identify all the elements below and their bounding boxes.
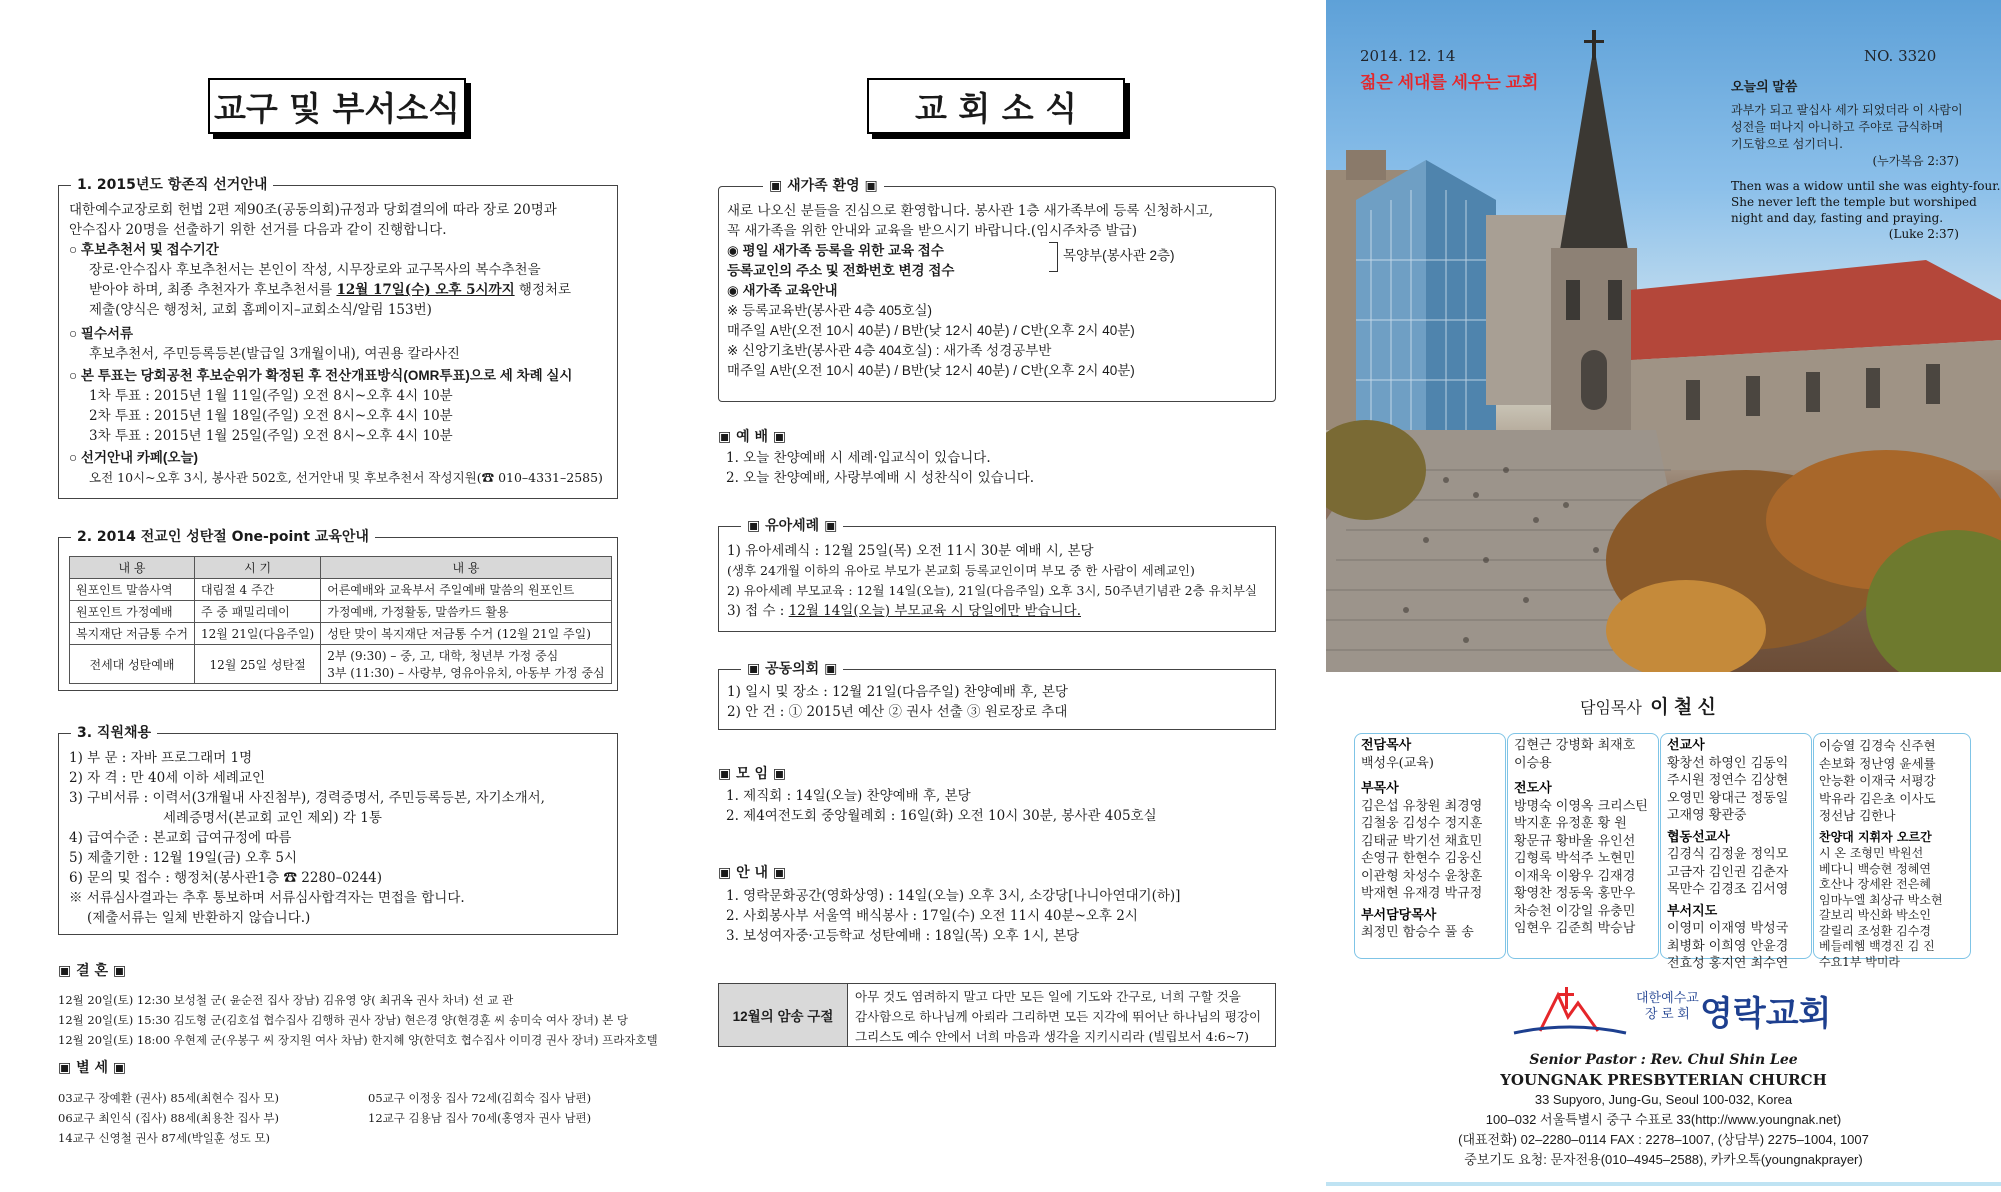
assembly-label: ▣ 공동의회 ▣ [741, 658, 843, 678]
verse-title: 오늘의 말씀 [1731, 79, 1798, 94]
death-label: ▣ 별 세 ▣ [58, 1060, 127, 1076]
election-section [58, 177, 618, 499]
table-cell: 원포인트 가정예배 [70, 601, 195, 623]
newfamily-line: 매주일 A반(오전 10시 40분) / B반(낮 12시 40분) / C반(오후 2시 40분) [727, 363, 1135, 378]
hiring-line: 2) 자 격 : 만 40세 이하 세례교인 [69, 770, 266, 786]
table-cell: 원포인트 말씀사역 [70, 579, 195, 601]
table-header: 시 기 [194, 557, 320, 579]
worship-label: ▣ 예 배 ▣ [718, 429, 787, 445]
newfamily-label: ▣ 새가족 환영 ▣ [763, 175, 884, 195]
election-section-label: 1. 2015년도 항존직 선거안내 [71, 174, 273, 194]
church-name-kr: 영락교회 [1700, 995, 1832, 1033]
table-header: 내 용 [70, 557, 195, 579]
church-illustration [1326, 0, 2001, 672]
church-photo [1326, 0, 2001, 672]
address-kr: 100–032 서울특별시 중구 수표로 33(http://www.youngnak.net) [1485, 1112, 1842, 1127]
newfamily-line: ※ 신앙기초반(봉사관 4층 404호실) : 새가족 성경공부반 [727, 343, 1052, 358]
hiring-line: 세례증명서(본교회 교인 제외) 각 1통 [163, 810, 382, 826]
newfamily-line: ※ 등록교육반(봉사관 4층 405호실) [727, 303, 933, 318]
table-cell: 12월 25일 성탄절 [194, 645, 320, 684]
wedding-line: 12월 20일(토) 12:30 보성철 군( 윤순전 집사 장남) 김유영 양( 최귀옥 권사 차녀) 선 교 관 [58, 993, 514, 1007]
election-b3-line1: 1차 투표 : 2015년 1월 11일(주일) 오전 8시~오후 4시 10분 [89, 388, 453, 404]
wedding-line: 12월 20일(토) 15:30 김도형 군(김호섭 협수집사 김행하 권사 장남) 현은경 양(현경훈 씨 송미숙 여사 장녀) 본 당 [58, 1013, 628, 1027]
christmas-section [58, 529, 618, 691]
table-cell: 대림절 4 주간 [194, 579, 320, 601]
infant-line: 3) 접 수 : 12월 14일(오늘) 부모교육 시 당일에만 받습니다. [727, 603, 1081, 619]
table-cell: 가정예배, 가정활동, 말씀카드 활용 [321, 601, 611, 623]
table-row [70, 579, 612, 601]
notice-line: 2. 사회봉사부 서울역 배식봉사 : 17일(수) 오전 11시 40분~오후 2시 [726, 908, 1138, 924]
death-line: 06교구 최인식 (집사) 88세(최용찬 집사 부) [58, 1111, 280, 1125]
staff-box-2: 김현근 강병화 최재호 이승용 전도사 방명숙 이영옥 크리스틴 박지훈 유정훈 황 원 황문규 황바울 유인선 김형록 박석주 노현민 이재욱 이왕우 김재경 황영찬 정동욱 홍만우 차승천 이강일 유충민 임현우 김준희 박승남 [1507, 733, 1659, 959]
newfamily-line: 새로 나오신 분들을 진심으로 환영합니다. 봉사관 1층 새가족부에 등록 신청하시고, [727, 203, 1214, 219]
cover-slogan: 젊은 세대를 세우는 교회 [1360, 73, 1539, 92]
notice-label: ▣ 안 내 ▣ [718, 865, 787, 881]
death-line: 03교구 장예환 (권사) 85세(최현수 집사 모) [58, 1091, 280, 1105]
staff-box-4: 이승열 김경숙 신주현 손보화 정난영 윤세률 안능환 이재국 서평강 박유라 김은초 이사도 정선남 김한나 찬양대 지휘자 오르간 시 온 조형민 박원선 베다니 백승현 정혜연 호산나 장세완 전은혜 임마누엘 최상규 박소현 갈보리 박신화 박소인 갈릴리 조성환 김수경 베들레헴 백경진 김 진 수요1부 박미라 [1813, 733, 1971, 959]
wedding-line: 12월 20일(토) 18:00 우현제 군(우봉구 씨 장지원 여사 차남) 한지혜 양(한덕호 협수집사 이미경 권사 장녀) 프라자호텔 [58, 1033, 658, 1047]
hiring-section-label: 3. 직원채용 [71, 722, 157, 742]
assembly-line: 1) 일시 및 장소 : 12월 21일(다음주일) 찬양예배 후, 본당 [727, 684, 1068, 700]
election-bullet-4: ○ 선거안내 카페(오늘) [69, 450, 198, 465]
verse-kr: 성전을 떠나지 아니하고 주야로 금식하며 [1731, 120, 1944, 134]
church-denomination: 대한예수교 장 로 회 [1636, 990, 1699, 1021]
meeting-label: ▣ 모 임 ▣ [718, 766, 787, 782]
hiring-line: ※ 서류심사결과는 추후 통보하며 서류심사합격자는 면접을 합니다. [69, 890, 465, 906]
hiring-section [58, 725, 618, 935]
infant-section [718, 518, 1276, 632]
table-header: 내 용 [321, 557, 611, 579]
table-cell: 복지재단 저금통 수거 [70, 623, 195, 645]
table-row [70, 645, 612, 684]
verse-kr-ref: (누가복음 2:37) [1872, 154, 1959, 168]
newfamily-line: 등록교인의 주소 및 전화번호 변경 접수 [727, 263, 955, 278]
verse-line: 그리스도 예수 안에서 너희 마음과 생각을 지키시리라 (빌립보서 4:6~7) [855, 1029, 1250, 1044]
meeting-line: 1. 제직회 : 14일(오늘) 찬양예배 후, 본당 [726, 788, 971, 804]
infant-label: ▣ 유아세례 ▣ [741, 515, 843, 535]
death-line: 12교구 김용남 집사 70세(홍영자 권사 남편) [368, 1111, 592, 1125]
death-line: 14교구 신영철 권사 87세(박일훈 성도 모) [58, 1131, 271, 1145]
phone-info: (대표전화) 02–2280–0114 FAX : 2278–1007, (상담부) 2275–1004, 1007 [1458, 1132, 1869, 1147]
verse-kr: 과부가 되고 팔십사 세가 되었더라 이 사람이 [1731, 103, 1963, 117]
election-b1-line3: 제출(양식은 행정처, 교회 홈페이지–교회소식/알림 153번) [89, 302, 432, 318]
newfamily-line: 매주일 A반(오전 10시 40분) / B반(낮 12시 40분) / C반(오후 2시 40분) [727, 323, 1135, 338]
newfamily-line: 꼭 새가족을 위한 안내와 교육을 받으시기 바랍니다.(임시주차증 발급) [727, 223, 1138, 239]
election-b1-line1: 장로·안수집사 후보추천서는 본인이 작성, 시무장로와 교구목사의 복수추천을 [89, 262, 541, 278]
hiring-line: 3) 구비서류 : 이력서(3개월내 사진첨부), 경력증명서, 주민등록등본, 자기소개서, [69, 790, 545, 806]
wedding-label: ▣ 결 혼 ▣ [58, 963, 127, 979]
verse-en: She never left the temple but worshiped [1731, 195, 1977, 209]
verse-label: 12월의 암송 구절 [719, 984, 848, 1046]
verse-line: 아무 것도 염려하지 말고 다만 모든 일에 기도와 간구로, 너희 구할 것을 [855, 989, 1241, 1004]
table-row [70, 601, 612, 623]
christmas-section-label: 2. 2014 전교인 성탄절 One-point 교육안내 [71, 526, 375, 546]
verse-en-ref: (Luke 2:37) [1888, 227, 1959, 241]
hiring-line: 6) 문의 및 접수 : 행정처(봉사관1층 ☎ 2280–0244) [69, 870, 383, 886]
worship-line: 2. 오늘 찬양예배, 사랑부예배 시 성찬식이 있습니다. [726, 470, 1035, 486]
newfamily-section [718, 178, 1276, 402]
hiring-line: (제출서류는 일체 반환하지 않습니다.) [87, 910, 311, 926]
staff-box-3: 선교사 황창선 하영인 김동익 주시원 정연수 김상현 오영민 왕대근 정동일 고재영 황관중 협동선교사 김경식 김정윤 정익모 고금자 김인권 김춘자 목만수 김경조 김서영 부서지도 이영미 이재영 박성국 최병화 이희영 안윤경 전효성 홍지연 최수연 [1660, 733, 1812, 959]
table-cell: 전세대 성탄예배 [70, 645, 195, 684]
assembly-section [718, 661, 1276, 730]
infant-line: (생후 24개월 이하의 유아로 부모가 본교회 등록교인이며 부모 중 한 사람이 세례교인) [727, 563, 1195, 578]
church-name-en: YOUNGNAK PRESBYTERIAN CHURCH [1500, 1071, 1827, 1089]
election-intro-2: 안수집사 20명을 선출하기 위한 선거를 다음과 같이 진행합니다. [69, 222, 447, 238]
meeting-line: 2. 제4여전도회 중앙월례회 : 16일(화) 오전 10시 30분, 봉사관 405호실 [726, 808, 1157, 824]
cover-number: NO. 3320 [1864, 47, 1937, 65]
election-intro-1: 대한예수교장로회 헌법 2편 제90조(공동의회)규정과 당회결의에 따라 장로 20명과 [69, 202, 557, 218]
pastor-name: 이 철 신 [1650, 697, 1716, 718]
notice-line: 1. 영락문화공간(영화상영) : 14일(오늘) 오후 3시, 소강당[나니아연대기(하)] [726, 888, 1181, 904]
election-bullet-2: ○ 필수서류 [69, 326, 134, 341]
bracket [1049, 242, 1058, 272]
table-cell: 12월 21일(다음주일) [194, 623, 320, 645]
middle-title: 교 회 소 식 [867, 78, 1125, 134]
election-bullet-1: ○ 후보추천서 및 접수기간 [69, 242, 219, 257]
table-cell: 어른예배와 교육부서 주일예배 말씀의 원포인트 [321, 579, 611, 601]
election-b3-line2: 2차 투표 : 2015년 1월 18일(주일) 오전 8시~오후 4시 10분 [89, 408, 453, 424]
newfamily-side: 목양부(봉사관 2층) [1063, 248, 1175, 263]
deadline-highlight: 12월 17일(수) 오후 5시까지 [336, 282, 515, 298]
notice-line: 3. 보성여자중·고등학교 성탄예배 : 18일(목) 오후 1시, 본당 [726, 928, 1080, 944]
election-b1-line2: 받아야 하며, 최종 추천자가 후보추천서를 12월 17일(수) 오후 5시까지 행정처로 [89, 282, 572, 298]
verse-kr: 기도함으로 섬기더니. [1731, 137, 1843, 151]
cover-date: 2014. 12. 14 [1360, 47, 1456, 65]
table-cell: 2부 (9:30) – 중, 고, 대학, 청년부 가정 중심 3부 (11:30) – 사랑부, 영유아유치, 아동부 가정 중심 [321, 645, 611, 684]
table-cell: 주 중 패밀리데이 [194, 601, 320, 623]
hiring-line: 4) 급여수준 : 본교회 급여규정에 따름 [69, 830, 292, 846]
election-bullet-3: ○ 본 투표는 당회공천 후보순위가 확정된 후 전산개표방식(OMR투표)으로 세 차례 실시 [69, 368, 573, 383]
hiring-line: 1) 부 문 : 자바 프로그래머 1명 [69, 750, 253, 766]
verse-en: Then was a widow until she was eighty-four. [1731, 179, 2001, 193]
death-line: 05교구 이정웅 집사 72세(김희숙 집사 남편) [368, 1091, 592, 1105]
left-title: 교구 및 부서소식 [208, 78, 466, 134]
infant-line: 1) 유아세례식 : 12월 25일(목) 오전 11시 30분 예배 시, 본당 [727, 543, 1094, 559]
table-cell: 성탄 맞이 복지재단 저금통 수거 (12월 21일 주일) [321, 623, 611, 645]
table-row [70, 623, 612, 645]
senior-pastor: Senior Pastor : Rev. Chul Shin Lee [1529, 1052, 1798, 1068]
bottom-rule [1326, 1182, 2001, 1186]
election-b3-line3: 3차 투표 : 2015년 1월 25일(주일) 오전 8시~오후 4시 10분 [89, 428, 453, 444]
pastor-label: 담임목사 [1580, 700, 1642, 717]
verse-line: 감사함으로 하나님께 아뢰라 그리하면 모든 지각에 뛰어난 하나님의 평강이 [855, 1009, 1262, 1024]
church-logo-icon [1510, 983, 1630, 1039]
address-en: 33 Supyoro, Jung-Gu, Seoul 100-032, Korea [1534, 1092, 1793, 1107]
staff-box-1: 전담목사 백성우(교육) 부목사 김은섭 유창원 최경영 김철웅 김성수 정지훈 김태균 박기선 채효민 손영규 한현수 김웅신 이관형 차성수 윤창훈 박재현 유재경 박규정 부서담당목사 최정민 함승수 풀 송 [1354, 733, 1506, 959]
prayer-request: 중보기도 요청: 문자전용(010–4945–2588), 카카오톡(youngnakprayer) [1464, 1152, 1863, 1167]
election-b2-line1: 후보추천서, 주민등록등본(발급일 3개월이내), 여권용 칼라사진 [89, 346, 460, 362]
verse-box [718, 983, 1276, 1047]
newfamily-line: ◉ 새가족 교육안내 [727, 283, 838, 298]
verse-en: night and day, fasting and praying. [1731, 211, 1944, 225]
hiring-line: 5) 제출기한 : 12월 19일(금) 오후 5시 [69, 850, 298, 866]
worship-line: 1. 오늘 찬양예배 시 세례·입교식이 있습니다. [726, 450, 991, 466]
election-b4-line1: 오전 10시~오후 3시, 봉사관 502호, 선거안내 및 후보추천서 작성지원(☎ 010–4331–2585) [89, 470, 603, 485]
christmas-table [69, 556, 612, 684]
pastor-line [1580, 692, 1716, 719]
newfamily-line: ◉ 평일 새가족 등록을 위한 교육 접수 [727, 243, 944, 258]
assembly-line: 2) 안 건 : ① 2015년 예산 ② 권사 선출 ③ 원로장로 추대 [727, 704, 1068, 720]
infant-line: 2) 유아세례 부모교육 : 12월 14일(오늘), 21일(다음주일) 오후 3시, 50주년기념관 2층 유치부실 [727, 583, 1257, 598]
